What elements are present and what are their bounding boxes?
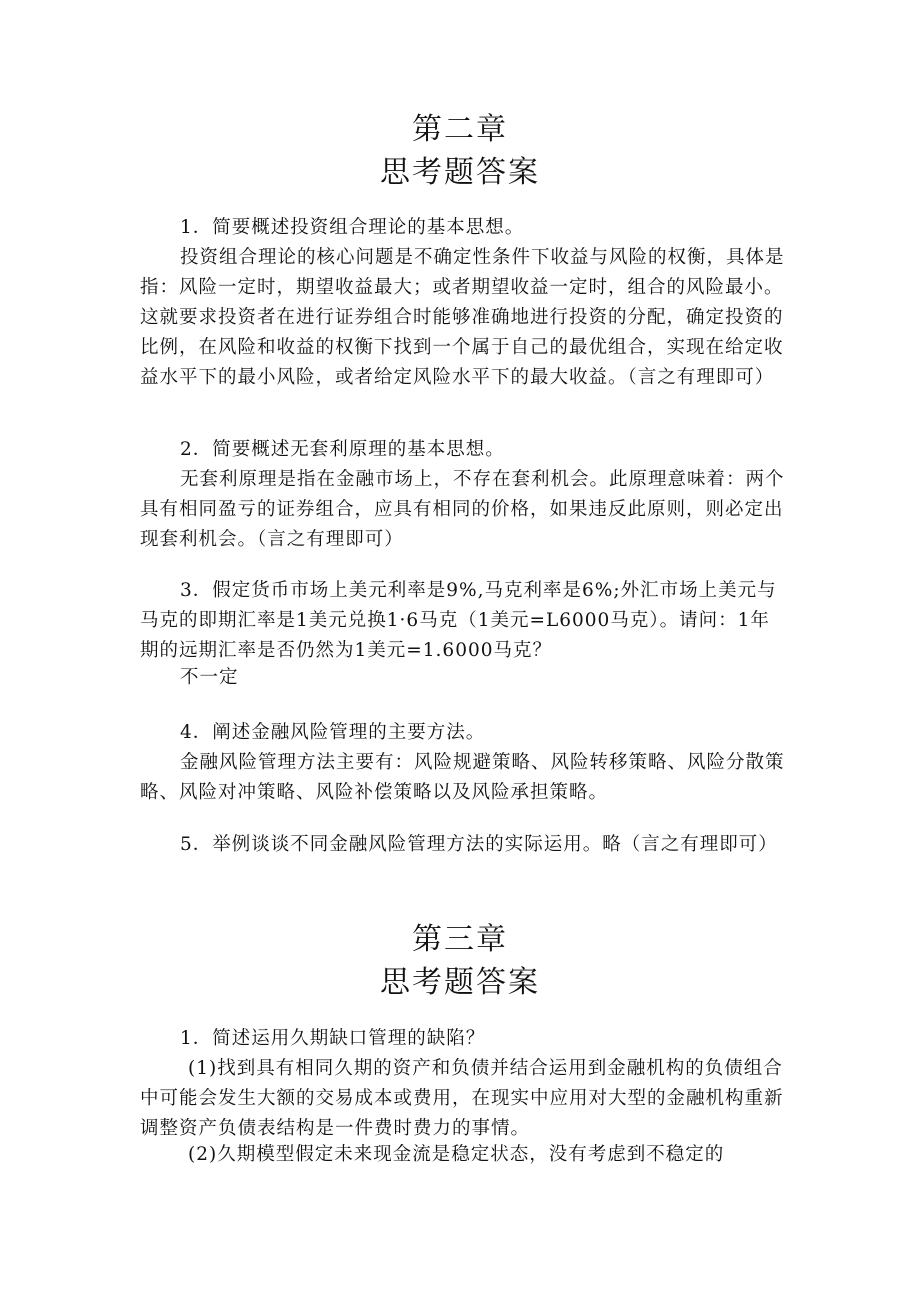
answer-3: 不一定 (180, 667, 239, 688)
chapter-3-title: 第三章 (412, 922, 508, 957)
answer-1: 投资组合理论的核心问题是不确定性条件下收益与风险的权衡，具体是指：风险一定时，期望收益最大；或者期望收益一定时，组合的风险最小。这就要求投资者在进行证券组合时能够准确地进行投资的分配，确定投资的比例，在风险和收益的权衡下找到一个属于自己的最优组合，实现在给定收益水平下的最小风险，或者给定风险水平下的最大收益。（言之有理即可） (140, 247, 785, 388)
chapter-2-title: 第二章 (412, 112, 508, 147)
question-4: 4．阐述金融风险管理的主要方法。 (180, 722, 486, 743)
question-2: 2．简要概述无套利原理的基本思想。 (180, 439, 505, 460)
chapter-3-point-1: (1)找到具有相同久期的资产和负债并结合运用到金融机构的负债组合中可能会发生大额的交易成本或费用，在现实中应用对大型的金融机构重新调整资产负债表结构是一件费时费力的事情。 (140, 1058, 784, 1139)
chapter-3-subtitle: 思考题答案 (380, 965, 540, 1000)
question-1: 1．简要概述投资组合理论的基本思想。 (180, 217, 525, 238)
answer-2: 无套利原理是指在金融市场上，不存在套利机会。此原理意味着：两个具有相同盈亏的证券组合，应具有相同的价格，如果违反此原则，则必定出现套利机会。（言之有理即可） (140, 469, 785, 550)
question-3: 3．假定货币市场上美元利率是9%,马克利率是6%;外汇市场上美元与马克的即期汇率是1美元兑换1·6马克（1美元=L6000马克）。请问：1年期的远期汇率是否仍然为1美元=1.6000马克？ (140, 580, 777, 661)
chapter-3-question-1: 1．简述运用久期缺口管理的缺陷？ (180, 1028, 486, 1049)
question-5: 5．举例谈谈不同金融风险管理方法的实际运用。略（言之有理即可） (180, 834, 778, 855)
chapter-3-point-2: (2)久期模型假定未来现金流是稳定状态，没有考虑到不稳定的 (188, 1144, 725, 1165)
answer-4: 金融风险管理方法主要有：风险规避策略、风险转移策略、风险分散策略、风险对冲策略、风险补偿策略以及风险承担策略。 (140, 752, 785, 803)
chapter-2-subtitle: 思考题答案 (380, 155, 540, 190)
